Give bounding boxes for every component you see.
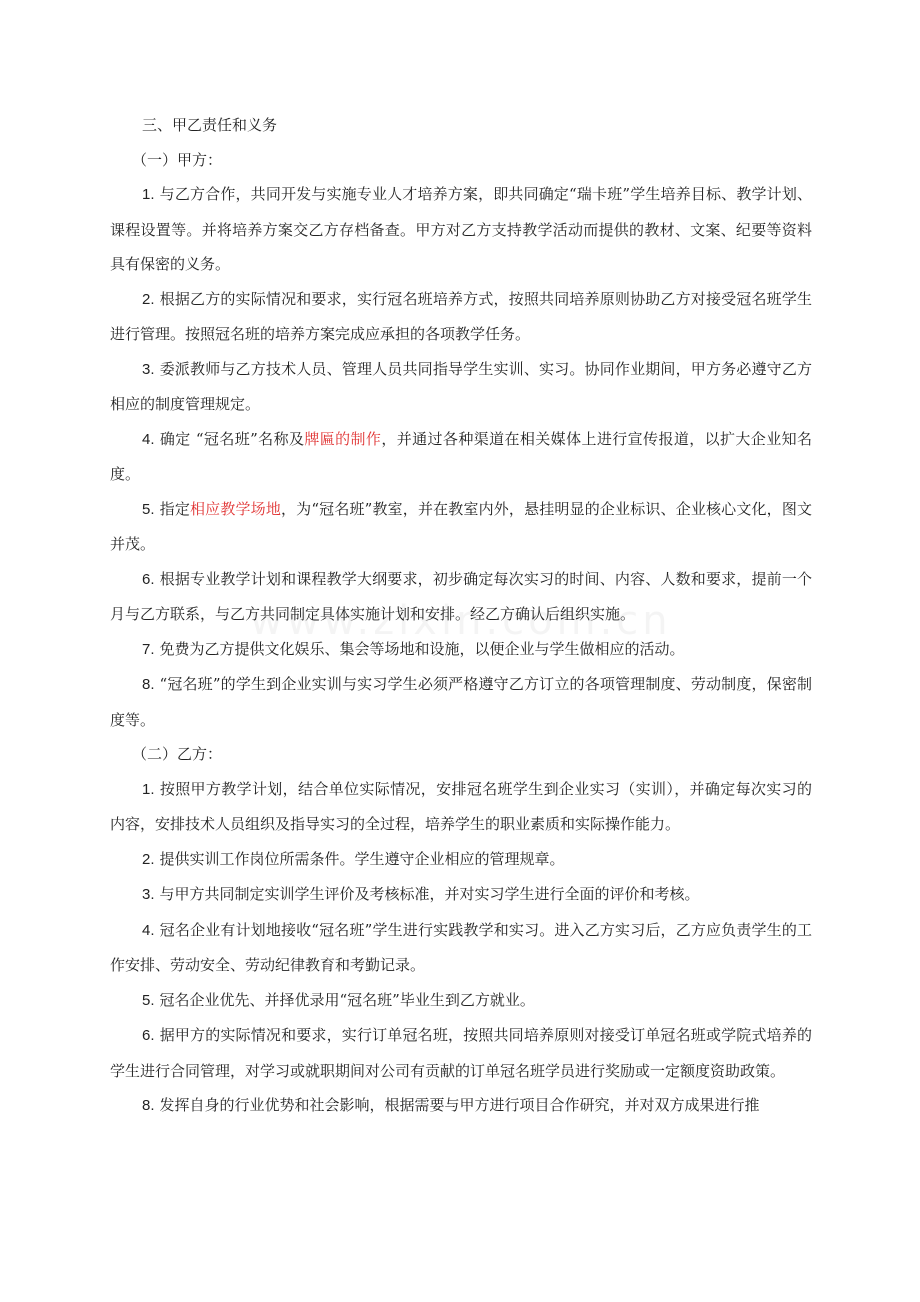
item-text: 根据乙方的实际情况和要求，实行冠名班培养方式，按照共同培养原则协助乙方对接受冠名班学生进行管理。按照冠名班的培养方案完成应承担的各项教学任务。 (110, 289, 812, 343)
highlighted-text: 牌匾的制作 (304, 429, 382, 448)
item-number: 3. (142, 886, 155, 903)
item-number: 8. (142, 676, 155, 693)
item-number: 5. (142, 991, 155, 1009)
party-a-item-7 (110, 632, 812, 668)
item-number: 7. (142, 640, 155, 658)
item-text: 免费为乙方提供文化娱乐、集会等场地和设施，以便企业与学生做相应的活动。 (159, 639, 685, 658)
document-body (110, 108, 812, 1124)
item-number: 8. (142, 1097, 155, 1114)
item-text: 与甲方共同制定实训学生评价及考核标准，并对实习学生进行全面的评价和考核。 (159, 885, 700, 903)
party-b-item-4 (110, 913, 812, 983)
party-a-item-5 (110, 492, 812, 562)
party-b-item-3 (110, 877, 812, 913)
item-number: 2. (142, 290, 155, 308)
highlighted-text: 相应教学场地 (190, 499, 281, 518)
item-text: 与乙方合作，共同开发与实施专业人才培养方案，即共同确定“瑞卡班”学生培养目标、教学计划、课程设置等。并将培养方案交乙方存档备查。甲方对乙方支持教学活动而提供的教材、文案、纪要等资料具有保密的义务。 (110, 185, 812, 273)
item-text: 根据专业教学计划和课程教学大纲要求，初步确定每次实习的时间、内容、人数和要求，提前一个月与乙方联系，与乙方共同制定具体实施计划和安排。经乙方确认后组织实施。 (110, 569, 812, 623)
item-text: “冠名班”的学生到企业实训与实习学生必须严格遵守乙方订立的各项管理制度、劳动制度，保密制度等。 (110, 675, 812, 729)
item-number: 5. (142, 500, 155, 518)
item-number: 4. (142, 921, 155, 939)
party-b-item-2 (110, 842, 812, 878)
item-text: 据甲方的实际情况和要求，实行订单冠名班，按照共同培养原则对接受订单冠名班或学院式培养的学生进行合同管理，对学习或就职期间对公司有贡献的订单冠名班学员进行奖励或一定额度资助政策。 (110, 1026, 812, 1080)
item-number: 2. (142, 850, 155, 868)
item-number: 6. (142, 570, 155, 588)
item-number: 6. (142, 1027, 155, 1044)
party-a-heading: （一）甲方： (132, 150, 223, 169)
item-text: 发挥自身的行业优势和社会影响，根据需要与甲方进行项目合作研究，并对双方成果进行推 (159, 1096, 760, 1114)
party-a-item-3 (110, 352, 812, 422)
item-text: 按照甲方教学计划，结合单位实际情况，安排冠名班学生到企业实习（实训），并确定每次实习的内容，安排技术人员组织及指导实习的全过程，培养学生的职业素质和实际操作能力。 (110, 779, 812, 833)
party-b-item-6 (110, 1018, 812, 1088)
item-text: 确定 “冠名班”名称及 (159, 429, 305, 448)
section-title: 三、甲乙责任和义务 (142, 116, 278, 134)
party-a-item-1 (110, 177, 812, 282)
party-b-item-1 (110, 772, 812, 842)
item-number: 1. (142, 186, 155, 203)
party-a-item-4 (110, 422, 812, 492)
item-text: 委派教师与乙方技术人员、管理人员共同指导学生实训、实习。协同作业期间，甲方务必遵守乙方相应的制度管理规定。 (110, 359, 812, 413)
item-text: ，为“冠名班”教室，并在教室内外，悬挂明显的企业标识、企业核心文化，图文并茂。 (110, 499, 812, 553)
item-text: 指定 (159, 499, 191, 518)
item-number: 3. (142, 360, 155, 378)
party-a-item-2 (110, 282, 812, 352)
item-text: ，并通过各种渠道在相关媒体上进行宣传报道，以扩大企业知名度。 (110, 429, 812, 483)
party-a-item-6 (110, 562, 812, 632)
item-number: 1. (142, 780, 155, 798)
item-number: 4. (142, 430, 155, 448)
item-text: 提供实训工作岗位所需条件。学生遵守企业相应的管理规章。 (159, 849, 565, 868)
party-a-item-8 (110, 667, 812, 737)
party-b-item-8 (110, 1088, 812, 1124)
item-text: 冠名企业有计划地接收“冠名班”学生进行实践教学和实习。进入乙方实习后，乙方应负责学生的工作安排、劳动安全、劳动纪律教育和考勤记录。 (110, 920, 812, 974)
item-text: 冠名企业优先、并择优录用“冠名班”毕业生到乙方就业。 (159, 990, 535, 1009)
party-b-item-5 (110, 983, 812, 1019)
party-b-heading: （二）乙方： (132, 745, 223, 763)
